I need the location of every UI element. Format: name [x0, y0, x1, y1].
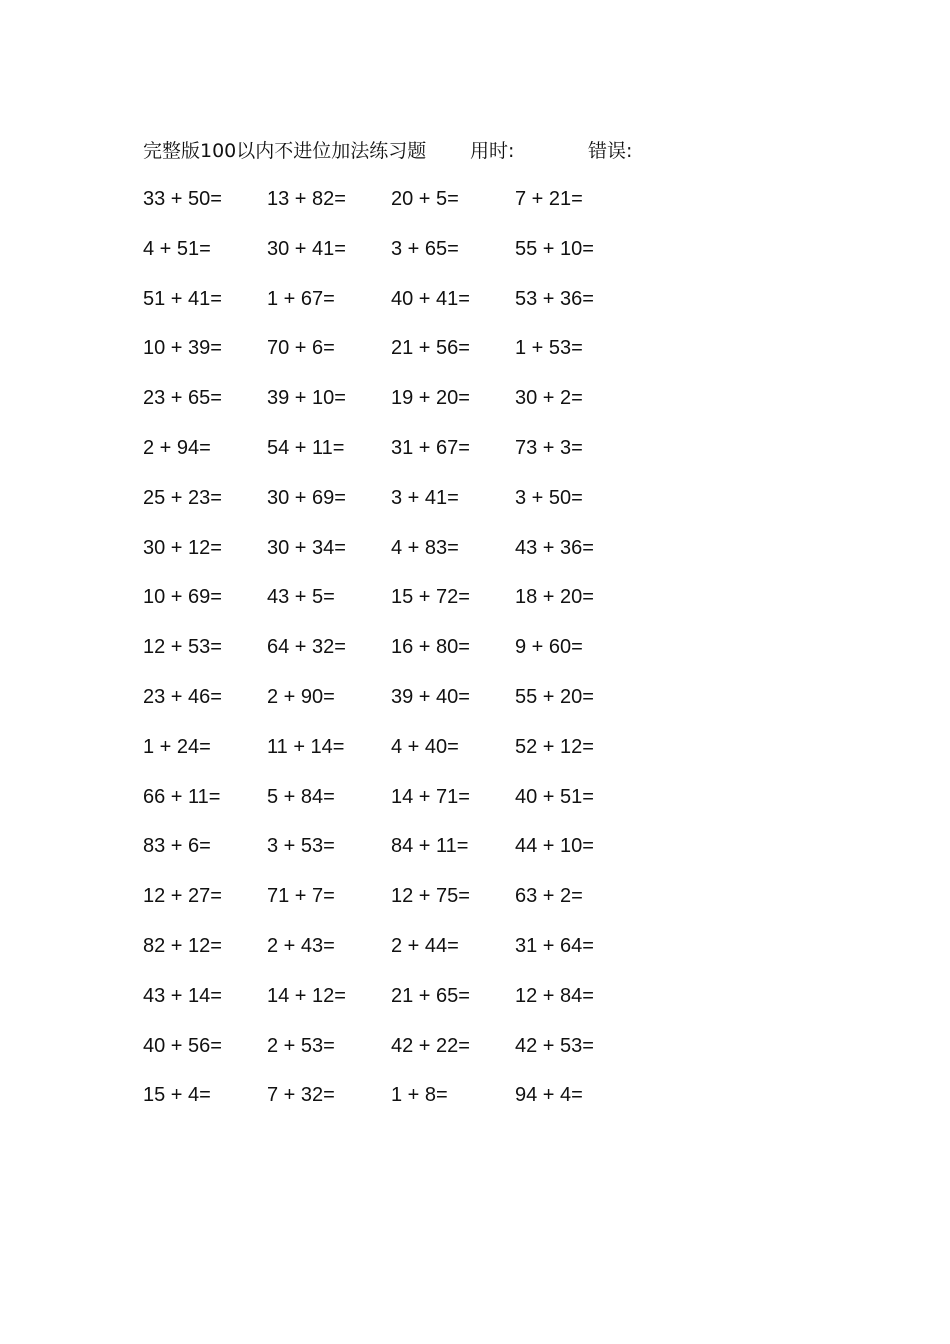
- problem-row: [143, 782, 663, 832]
- addition-problem: 9 + 60=: [515, 636, 583, 659]
- problem-row: [143, 333, 663, 383]
- addition-problem: 84 + 11=: [391, 835, 469, 858]
- addition-problem: 23 + 46=: [143, 685, 222, 708]
- addition-problem: 31 + 64=: [515, 934, 594, 957]
- addition-problem: 64 + 32=: [267, 636, 346, 659]
- addition-problem: 73 + 3=: [515, 436, 583, 459]
- addition-problem: 2 + 53=: [267, 1034, 335, 1057]
- addition-problem: 7 + 21=: [515, 188, 583, 210]
- addition-problem: 7 + 32=: [267, 1084, 335, 1107]
- addition-problem: 10 + 69=: [143, 586, 222, 609]
- worksheet-title: 完整版100以内不进位加法练习题: [143, 140, 427, 162]
- problem-row: [143, 582, 663, 632]
- addition-problem: 40 + 51=: [515, 785, 594, 808]
- problem-row: [143, 234, 663, 284]
- addition-problem: 3 + 65=: [391, 237, 459, 260]
- addition-problem: 40 + 56=: [143, 1034, 222, 1057]
- addition-problem: 23 + 65=: [143, 387, 222, 410]
- addition-problem: 4 + 40=: [391, 735, 459, 758]
- addition-problem: 55 + 10=: [515, 237, 594, 260]
- addition-problem: 4 + 51=: [143, 237, 211, 260]
- problem-row: [143, 831, 663, 881]
- addition-problem: 54 + 11=: [267, 436, 345, 459]
- addition-problem: 14 + 12=: [267, 984, 346, 1007]
- addition-problem: 31 + 67=: [391, 436, 470, 459]
- problem-row: [143, 732, 663, 782]
- addition-problem: 1 + 8=: [391, 1084, 448, 1107]
- problem-row: [143, 1080, 663, 1130]
- addition-problem: 30 + 2=: [515, 387, 583, 410]
- addition-problem: 14 + 71=: [391, 785, 470, 808]
- addition-problem: 11 + 14=: [267, 735, 345, 758]
- addition-problem: 1 + 67=: [267, 287, 335, 310]
- addition-problem: 30 + 34=: [267, 536, 346, 559]
- addition-problem: 12 + 84=: [515, 984, 594, 1007]
- addition-problem: 83 + 6=: [143, 835, 211, 858]
- addition-problem: 43 + 36=: [515, 536, 594, 559]
- time-taken-label: 用时:: [470, 140, 515, 162]
- addition-problem: 53 + 36=: [515, 287, 594, 310]
- addition-problem: 2 + 44=: [391, 934, 459, 957]
- addition-problem: 21 + 56=: [391, 337, 470, 360]
- addition-problem: 19 + 20=: [391, 387, 470, 410]
- problem-row: [143, 981, 663, 1031]
- addition-problem: 12 + 27=: [143, 885, 222, 908]
- problem-row: [143, 284, 663, 334]
- problem-row: [143, 881, 663, 931]
- addition-problem: 30 + 41=: [267, 237, 346, 260]
- addition-problem: 43 + 14=: [143, 984, 222, 1007]
- addition-problem: 2 + 43=: [267, 934, 335, 957]
- problem-row: [143, 533, 663, 583]
- addition-problem: 2 + 90=: [267, 685, 335, 708]
- addition-problem: 18 + 20=: [515, 586, 594, 609]
- problem-row: [143, 1031, 663, 1081]
- error-count-label: 错误:: [588, 140, 633, 162]
- problem-row: [143, 383, 663, 433]
- addition-problem: 3 + 50=: [515, 486, 583, 509]
- addition-problem: 3 + 41=: [391, 486, 459, 509]
- addition-problem: 70 + 6=: [267, 337, 335, 360]
- addition-problem: 25 + 23=: [143, 486, 222, 509]
- problem-row: [143, 682, 663, 732]
- addition-problem: 30 + 69=: [267, 486, 346, 509]
- problem-row: [143, 433, 663, 483]
- addition-problem: 33 + 50=: [143, 188, 222, 210]
- addition-problem: 52 + 12=: [515, 735, 594, 758]
- addition-problem: 71 + 7=: [267, 885, 335, 908]
- problem-row: [143, 632, 663, 682]
- addition-problem: 20 + 5=: [391, 188, 459, 210]
- addition-problem: 15 + 4=: [143, 1084, 211, 1107]
- addition-problem: 13 + 82=: [267, 188, 346, 210]
- addition-problem: 42 + 22=: [391, 1034, 470, 1057]
- addition-problem: 66 + 11=: [143, 785, 221, 808]
- addition-problem: 39 + 40=: [391, 685, 470, 708]
- addition-problem: 51 + 41=: [143, 287, 222, 310]
- addition-problem: 43 + 5=: [267, 586, 335, 609]
- problem-row: [143, 483, 663, 533]
- addition-problem: 10 + 39=: [143, 337, 222, 360]
- addition-problem: 4 + 83=: [391, 536, 459, 559]
- addition-problem: 63 + 2=: [515, 885, 583, 908]
- addition-problem: 40 + 41=: [391, 287, 470, 310]
- worksheet-header: [143, 136, 703, 166]
- addition-problem: 15 + 72=: [391, 586, 470, 609]
- problem-grid: [143, 184, 663, 1130]
- addition-problem: 12 + 75=: [391, 885, 470, 908]
- addition-problem: 2 + 94=: [143, 436, 211, 459]
- addition-problem: 82 + 12=: [143, 934, 222, 957]
- addition-problem: 21 + 65=: [391, 984, 470, 1007]
- addition-problem: 5 + 84=: [267, 785, 335, 808]
- addition-problem: 44 + 10=: [515, 835, 594, 858]
- addition-problem: 94 + 4=: [515, 1084, 583, 1107]
- addition-problem: 1 + 53=: [515, 337, 583, 360]
- addition-problem: 55 + 20=: [515, 685, 594, 708]
- addition-problem: 12 + 53=: [143, 636, 222, 659]
- addition-problem: 42 + 53=: [515, 1034, 594, 1057]
- problem-row: [143, 931, 663, 981]
- addition-problem: 1 + 24=: [143, 735, 211, 758]
- addition-problem: 30 + 12=: [143, 536, 222, 559]
- problem-row: [143, 184, 663, 234]
- addition-problem: 39 + 10=: [267, 387, 346, 410]
- addition-problem: 3 + 53=: [267, 835, 335, 858]
- addition-problem: 16 + 80=: [391, 636, 470, 659]
